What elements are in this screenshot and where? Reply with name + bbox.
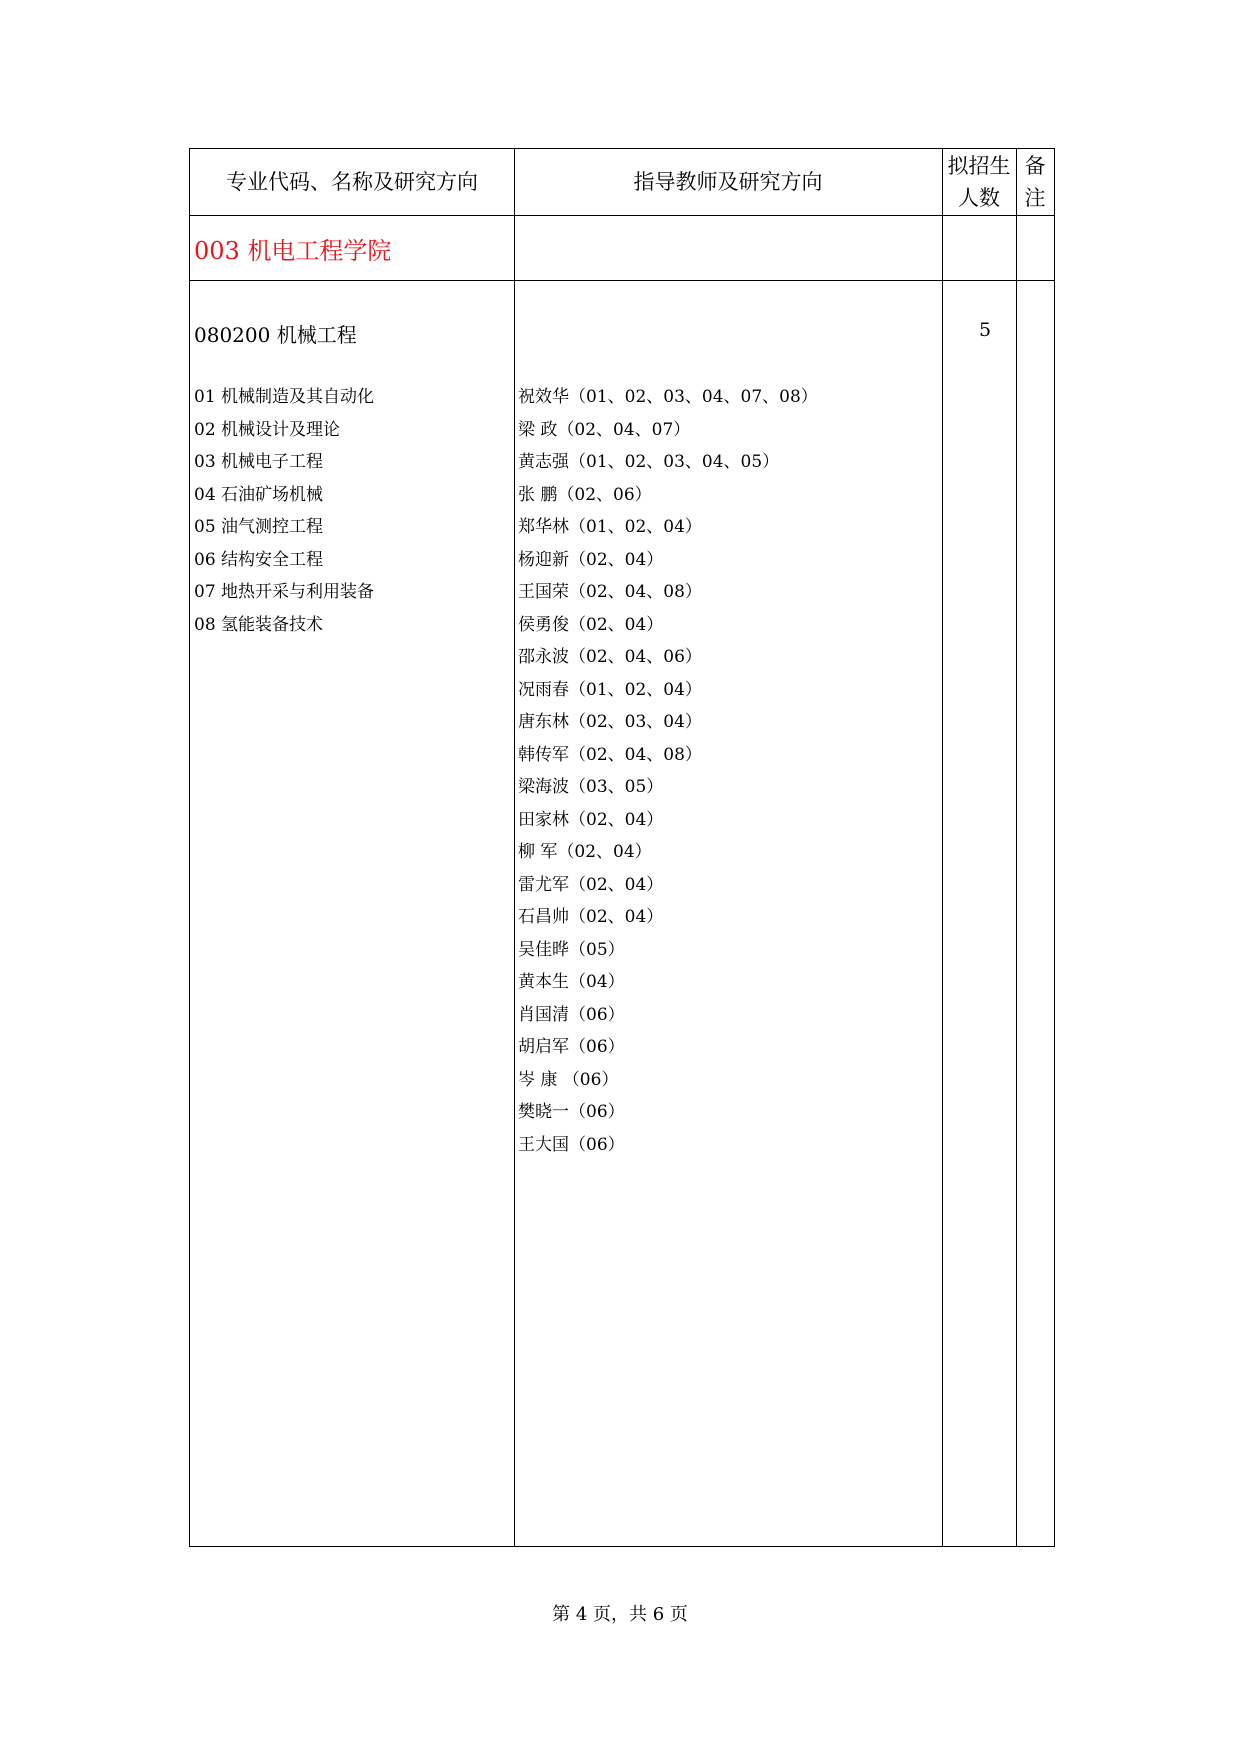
research-direction: 05 油气测控工程 — [194, 517, 324, 537]
tutor-entry: 田家林（02、04） — [518, 809, 664, 830]
header-quota-line2: 人数 — [958, 186, 1000, 210]
admissions-table — [189, 148, 1055, 1547]
research-direction: 01 机械制造及其自动化 — [194, 387, 375, 407]
tutor-entry: 樊晓一（06） — [518, 1102, 625, 1122]
college-title: 003 机电工程学院 — [194, 237, 392, 265]
tutor-entry: 石昌帅（02、04） — [518, 907, 664, 927]
research-direction: 06 结构安全工程 — [194, 549, 324, 570]
column-divider — [942, 149, 943, 1546]
research-direction: 03 机械电子工程 — [194, 452, 324, 472]
header-tutor-label: 指导教师及研究方向 — [633, 170, 823, 194]
tutor-entry: 梁 政（02、04、07） — [518, 419, 691, 440]
tutor-entry: 胡启军（06） — [518, 1037, 625, 1057]
tutor-entry: 韩传军（02、04、08） — [518, 744, 702, 765]
tutor-entry: 吴佳晔（05） — [518, 939, 625, 960]
tutor-entry: 况雨春（01、02、04） — [518, 679, 702, 700]
tutor-entry: 张 鹏（02、06） — [518, 484, 652, 505]
tutor-entry: 邵永波（02、04、06） — [518, 647, 702, 667]
header-major — [190, 149, 514, 215]
tutor-entry: 黄志强（01、02、03、04、05） — [518, 452, 780, 472]
tutor-entry: 肖国清（06） — [518, 1004, 625, 1025]
row-divider — [190, 215, 1054, 216]
tutor-entry: 杨迎新（02、04） — [518, 549, 664, 570]
header-tutor — [514, 149, 942, 215]
tutor-entry: 唐东林（02、03、04） — [518, 712, 702, 732]
header-remark-line2: 注 — [1024, 186, 1046, 210]
header-major-label: 专业代码、名称及研究方向 — [226, 170, 478, 194]
column-divider — [514, 149, 515, 1546]
tutor-entry: 侯勇俊（02、04） — [518, 614, 664, 635]
tutor-list — [518, 382, 818, 1162]
tutor-entry: 黄本生（04） — [518, 972, 625, 992]
tutor-entry: 王大国（06） — [518, 1134, 625, 1155]
header-remark-line1: 备 — [1024, 154, 1046, 178]
page-footer: 第 4 页，共 6 页 — [552, 1604, 688, 1625]
quota-value: 5 — [979, 319, 992, 341]
tutor-entry: 梁海波（03、05） — [518, 777, 664, 797]
research-direction: 04 石油矿场机械 — [194, 484, 324, 505]
tutor-entry: 雷尤军（02、04） — [518, 874, 664, 895]
tutor-entry: 岑 康 （06） — [518, 1069, 619, 1090]
research-direction: 02 机械设计及理论 — [194, 419, 341, 440]
tutor-entry: 王国荣（02、04、08） — [518, 582, 702, 602]
row-divider — [190, 280, 1054, 281]
research-direction-list — [194, 382, 374, 642]
header-quota-line1: 拟招生 — [947, 154, 1011, 178]
tutor-entry: 祝效华（01、02、03、04、07、08） — [518, 387, 818, 407]
major-title: 080200 机械工程 — [194, 323, 357, 347]
header-remark — [1016, 149, 1054, 215]
tutor-entry: 柳 军（02、04） — [518, 842, 652, 862]
research-direction: 07 地热开采与利用装备 — [194, 582, 375, 602]
header-quota — [942, 149, 1016, 215]
tutor-entry: 郑华林（01、02、04） — [518, 517, 702, 537]
column-divider — [1016, 149, 1017, 1546]
research-direction: 08 氢能装备技术 — [194, 614, 324, 635]
